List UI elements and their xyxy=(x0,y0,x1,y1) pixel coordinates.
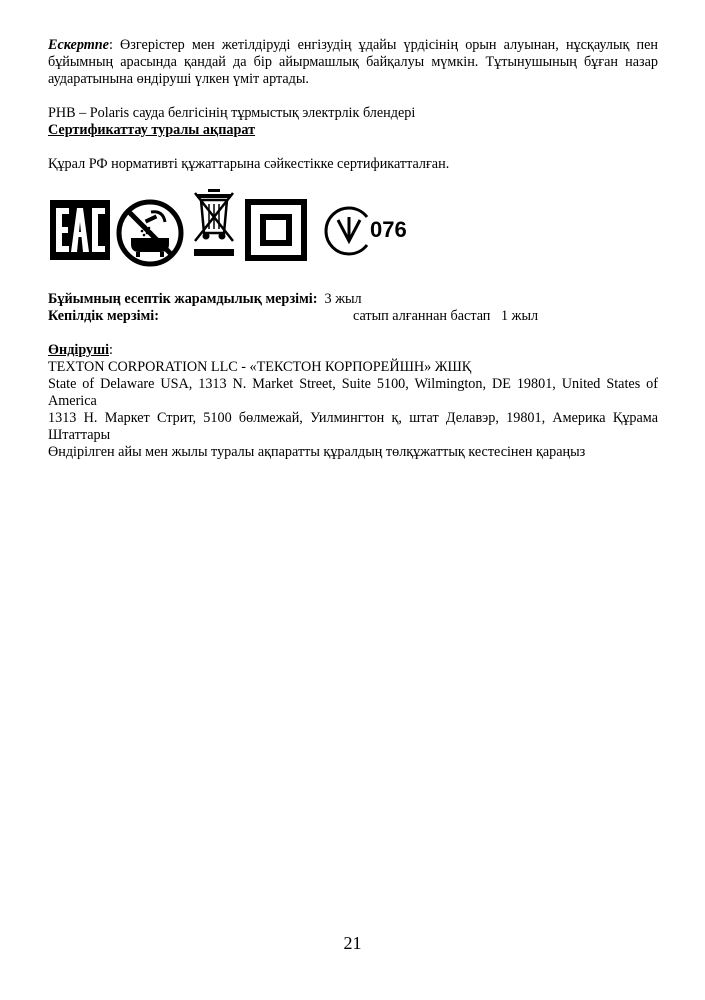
manufacture-date-info: Өндірілген айы мен жылы туралы ақпаратты құралдың төлқұжаттық кестесінен қараңыз xyxy=(48,444,586,460)
note-label: Ескертпе xyxy=(48,37,109,53)
ukraine-mark-code: 076 xyxy=(370,217,407,242)
manufacturer-address-kk: 1313 Н. Маркет Стрит, 5100 бөлмежай, Уилмингтон қ, штат Делавэр, 19801, Америка Құрама Штаттары xyxy=(48,410,658,443)
warranty-label: Кепілдік мерзімі: xyxy=(48,308,159,324)
manufacturer-label: Өндіруші xyxy=(48,342,110,358)
page-number: 21 xyxy=(343,933,362,953)
document-page xyxy=(48,37,658,461)
manufacturer-heading: Өндіруші: xyxy=(48,342,113,358)
manufacturer-name: TEXTON CORPORATION LLC - «ТЕКСТОН КОРПОРЕЙШН» ЖШҚ xyxy=(48,359,472,375)
crossed-wheelie-bin-icon xyxy=(191,187,237,261)
lifetime-row xyxy=(48,291,658,308)
note-paragraph xyxy=(48,37,658,88)
lifetime-label: Бұйымның есептік жарамдылық мерзімі: xyxy=(48,291,318,307)
double-insulation-class-ii-icon xyxy=(245,199,307,261)
brand-line: PHB – Polaris сауда белгісінің тұрмыстық электрлік блендері xyxy=(48,105,416,121)
certification-logos xyxy=(48,187,658,277)
no-water-bath-icon xyxy=(115,198,185,268)
lifetime-value: 3 жыл xyxy=(317,291,362,307)
eac-mark xyxy=(50,200,110,260)
note-text: : Өзгерістер мен жетілдіруді енгізудің ұдайы үрдісінің орын алуынан, нұсқаулық пен бұйымның арасында қандай да бір айырмашлық байқалуы мүмкін. Тұтынушының бұған назар аударатынына өндіруші үлкен үміт артады. xyxy=(48,37,658,87)
warranty-value: сатып алғаннан бастап 1 жыл xyxy=(353,308,539,324)
warranty-row xyxy=(48,308,658,325)
certification-text: Құрал РФ нормативті құжаттарына сәйкестікке сертификатталған. xyxy=(48,156,450,172)
certification-heading: Сертификаттау туралы ақпарат xyxy=(48,122,256,138)
manufacturer-address-en: State of Delaware USA, 1313 N. Market Street, Suite 5100, Wilmington, DE 19801, United States of America xyxy=(48,376,658,409)
